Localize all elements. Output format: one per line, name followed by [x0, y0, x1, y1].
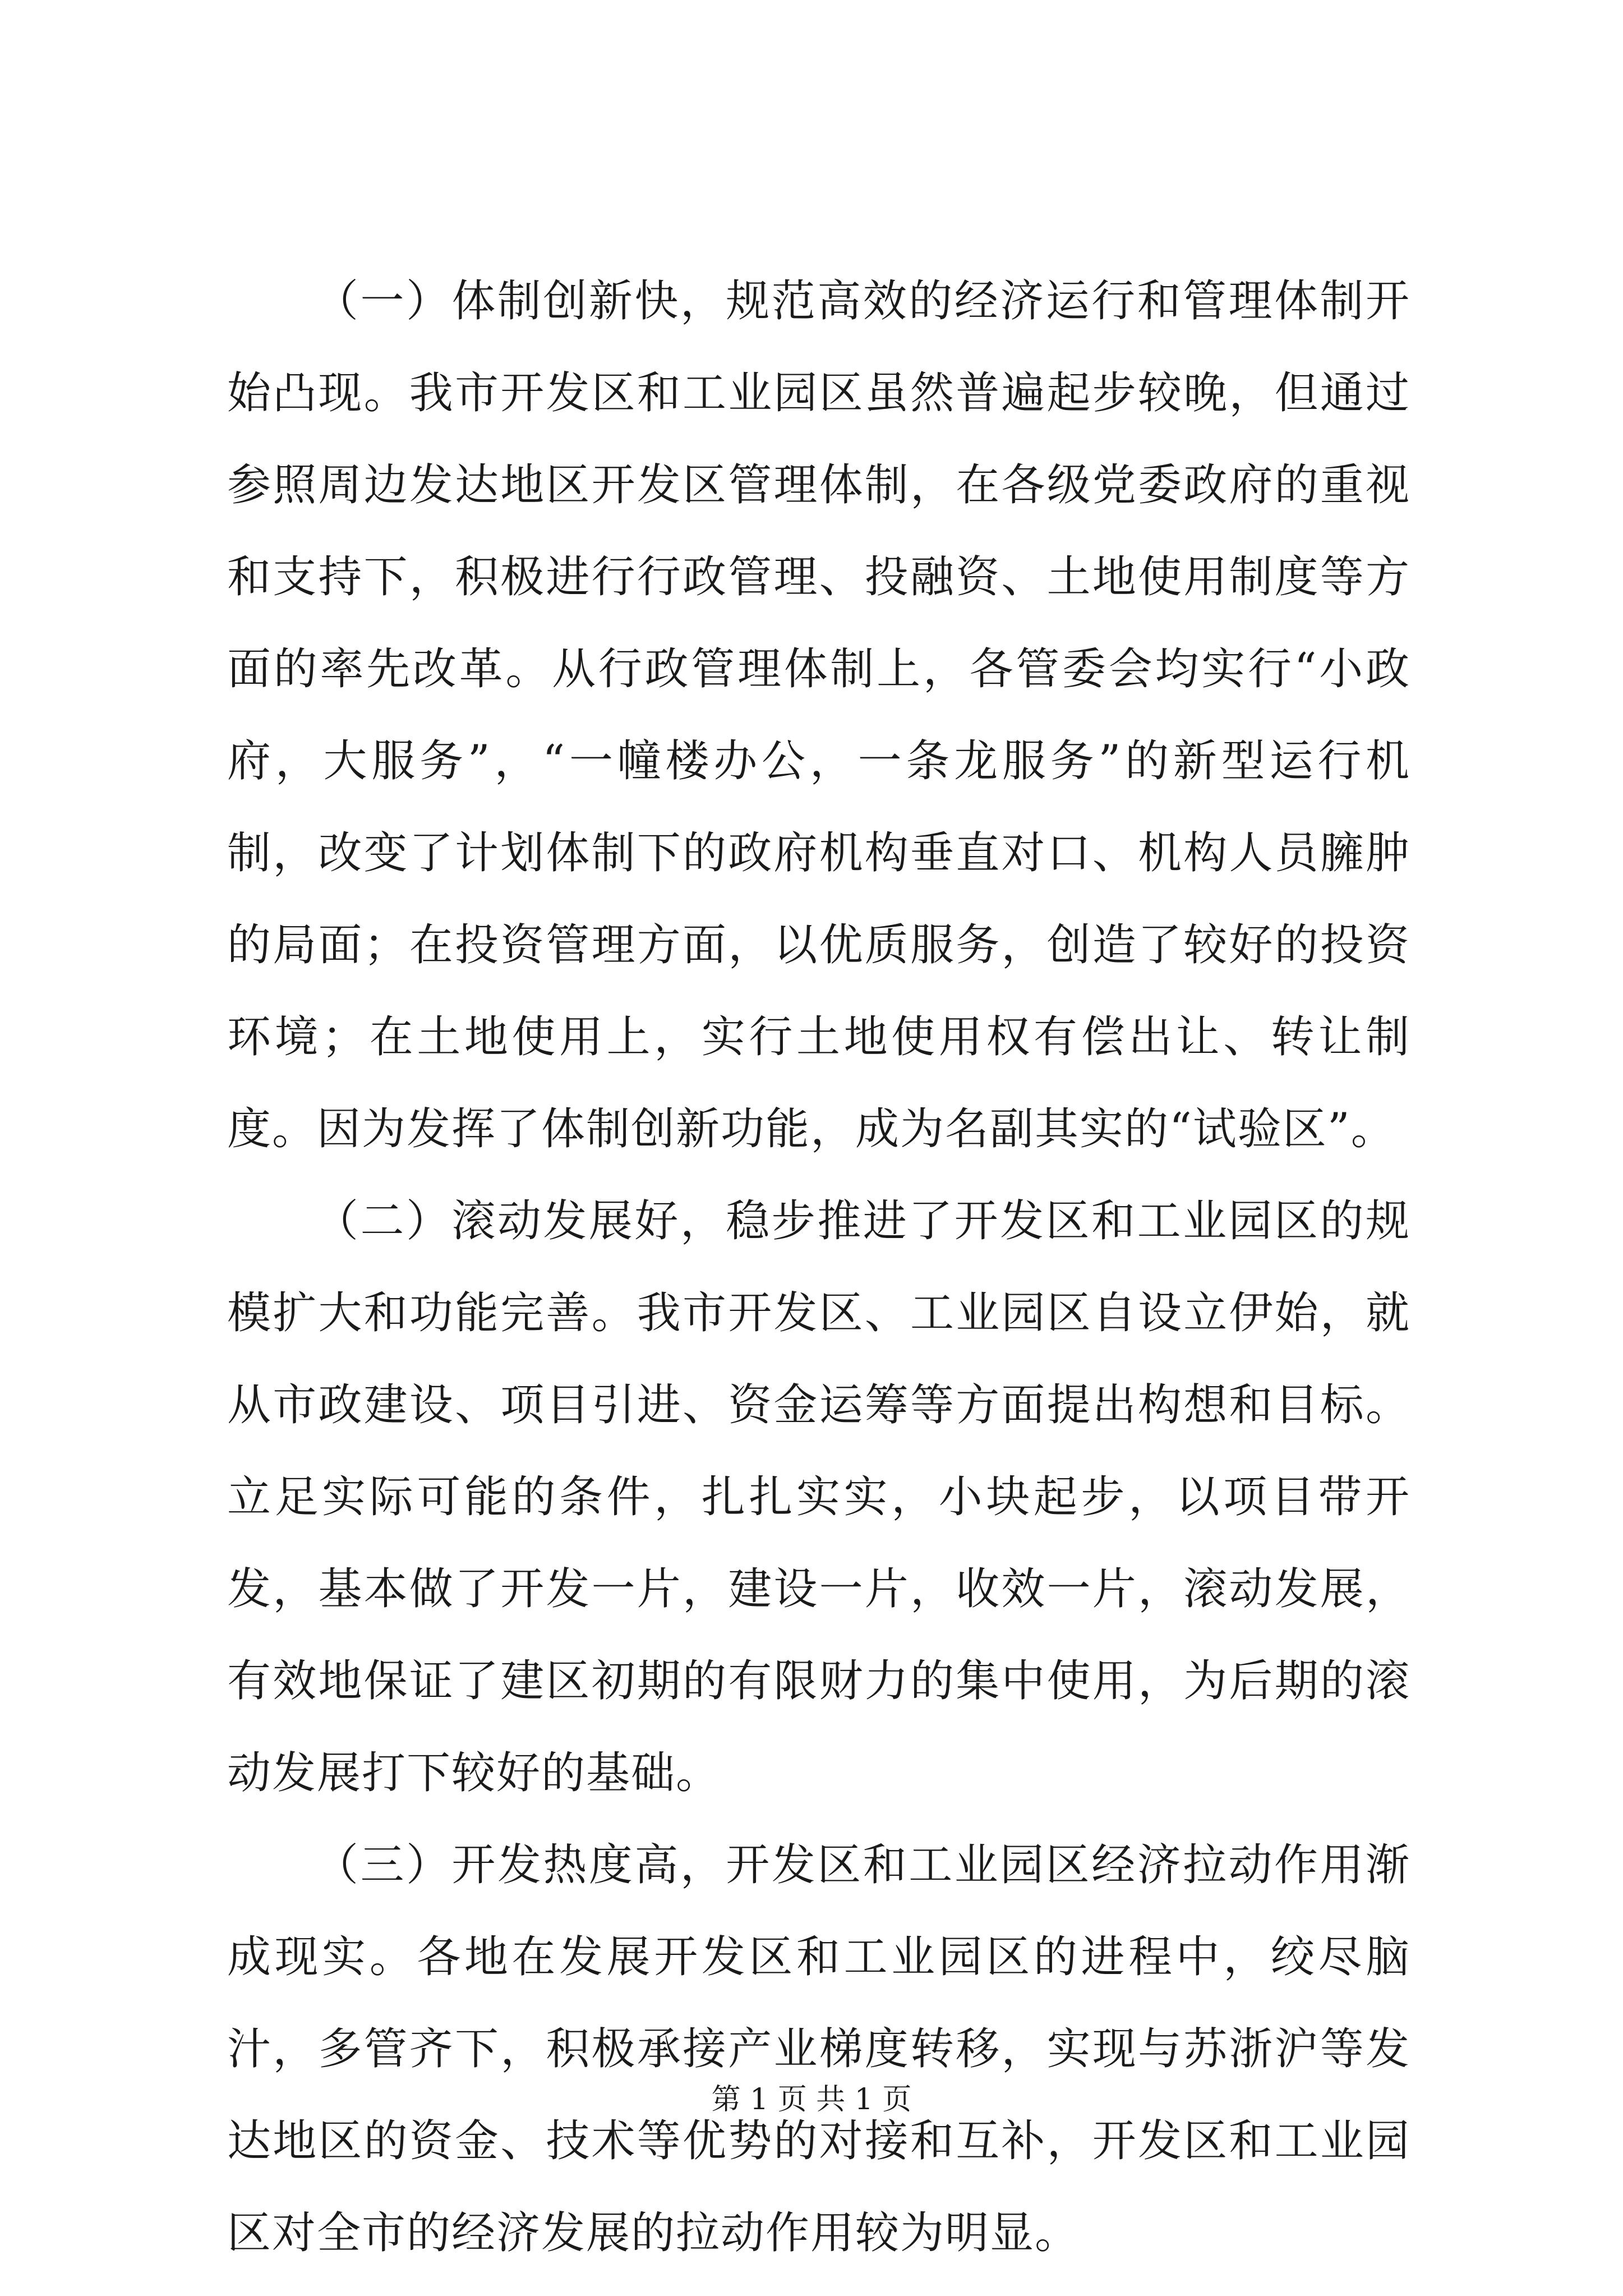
document-body — [227, 255, 1410, 2279]
page-number-footer: 第 1 页 共 1 页 — [711, 2083, 912, 2116]
paragraph-2: （二）滚动发展好，稳步推进了开发区和工业园区的规模扩大和功能完善。我市开发区、工业园区自设立伊始，就从市政建设、项目引进、资金运筹等方面提出构想和目标。立足实际可能的条件，扎扎实实，小块起步，以项目带开发，基本做了开发一片，建设一片，收效一片，滚动发展，有效地保证了建区初期的有限财力的集中使用，为后期的滚动发展打下较好的基础。 — [227, 1196, 1410, 1798]
paragraph-3: （三）开发热度高，开发区和工业园区经济拉动作用渐成现实。各地在发展开发区和工业园区的进程中，绞尽脑汁，多管齐下，积极承接产业梯度转移，实现与苏浙沪等发达地区的资金、技术等优势的对接和互补，开发区和工业园区对全市的经济发展的拉动作用较为明显。 — [227, 1840, 1410, 2258]
paragraph-1: （一）体制创新快，规范高效的经济运行和管理体制开始凸现。我市开发区和工业园区虽然普遍起步较晚，但通过参照周边发达地区开发区管理体制，在各级党委政府的重视和支持下，积极进行行政管理、投融资、土地使用制度等方面的率先改革。从行政管理体制上，各管委会均实行“小政府，大服务”，“一幢楼办公，一条龙服务”的新型运行机制，改变了计划体制下的政府机构垂直对口、机构人员臃肿的局面；在投资管理方面，以优质服务，创造了较好的投资环境；在土地使用上，实行土地使用权有偿出让、转让制度。因为发挥了体制创新功能，成为名副其实的“试验区”。 — [227, 276, 1410, 1154]
